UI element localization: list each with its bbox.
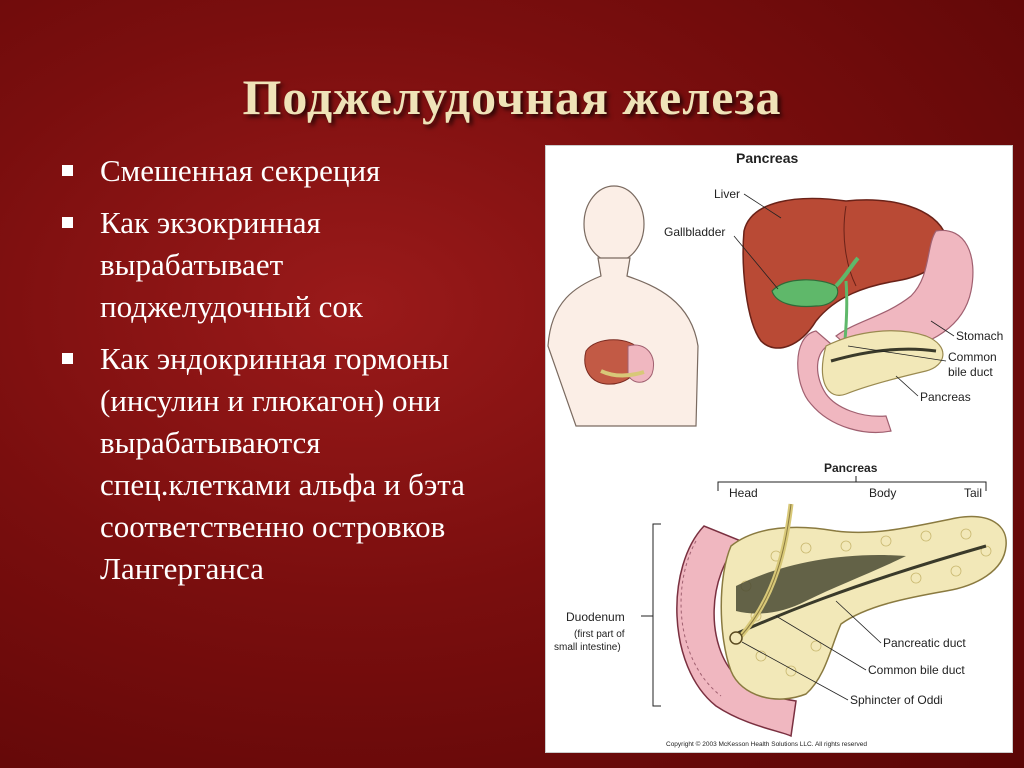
bullet-text: Как эндокринная гормоны (инсулин и глюкагон) они вырабатываются спец.клетками альфа и бэта соответственно островков Лангерганса (100, 341, 465, 586)
square-bullet-icon (62, 217, 73, 228)
stomach-label: Stomach (956, 329, 1004, 343)
bullet-list (60, 150, 500, 600)
common-bile-duct-label-line2: bile duct (948, 365, 993, 379)
tail-label: Tail (964, 486, 983, 500)
head-label: Head (729, 486, 758, 500)
square-bullet-icon (62, 165, 73, 176)
bottom-figure-title: Pancreas (824, 461, 878, 475)
sphincter-label: Sphincter of Oddi (850, 693, 943, 707)
sphincter-of-oddi (730, 632, 742, 644)
duodenum-sub-label-2: small intestine) (554, 642, 621, 653)
duodenum-label: Duodenum (566, 610, 625, 624)
top-figure-title: Pancreas (736, 150, 799, 166)
bullet-text: Смешенная секреция (100, 153, 381, 188)
body-label: Body (869, 486, 897, 500)
common-bile-duct-label: Common (948, 350, 997, 364)
bullet-item (60, 150, 500, 192)
liver-label: Liver (714, 187, 741, 201)
pancreatic-duct-label: Pancreatic duct (883, 636, 966, 650)
common-bile-duct-label-bottom: Common bile duct (868, 663, 965, 677)
gallbladder-label: Gallbladder (664, 225, 726, 239)
human-torso-icon (548, 186, 698, 426)
pancreas-label-top: Pancreas (920, 390, 971, 404)
square-bullet-icon (62, 353, 73, 364)
duodenum-sub-label-1: (first part of (574, 629, 625, 640)
pancreas-anatomy-figure (545, 145, 1013, 753)
copyright-text: Copyright © 2003 McKesson Health Solutions LLC. All rights reserved (666, 741, 867, 748)
bullet-item (60, 338, 500, 590)
pancreas-shape-top (822, 331, 943, 396)
bullet-item (60, 202, 500, 328)
bullet-text: Как экзокринная вырабатывает поджелудочный сок (100, 205, 363, 324)
slide-title: Поджелудочная железа (242, 69, 782, 125)
anatomy-illustration (546, 146, 1012, 752)
